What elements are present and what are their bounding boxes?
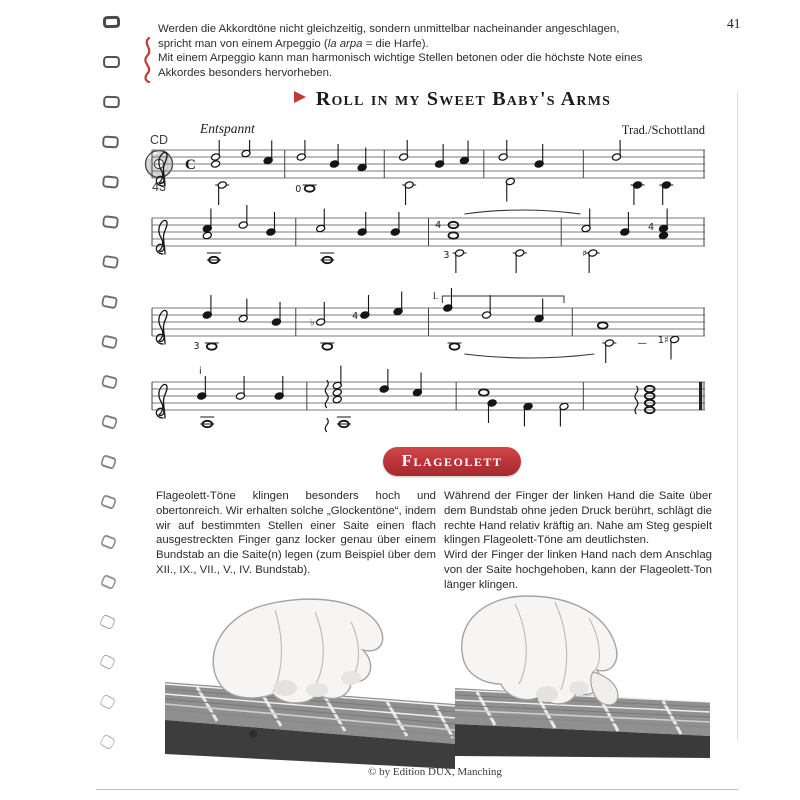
binding-ring: [101, 374, 118, 389]
svg-text:i: i: [199, 366, 202, 377]
hand-silhouette: [213, 599, 383, 703]
binding-ring: [99, 574, 116, 590]
svg-text:C: C: [185, 157, 196, 173]
cd-track-number: 43: [152, 180, 166, 194]
play-triangle-icon: [294, 91, 306, 103]
binding-ring: [101, 335, 118, 350]
intro-line: Werden die Akkordtöne nicht gleichzeitig, sondern unmittelbar nacheinander angeschlagen,: [158, 23, 620, 35]
binding-ring: [99, 734, 116, 751]
page-edge-right: [737, 92, 738, 740]
binding-ring: [101, 255, 118, 269]
binding-ring: [102, 215, 119, 229]
svg-text:3: 3: [193, 341, 200, 352]
binding-ring: [100, 414, 117, 430]
svg-text:I.: I.: [432, 292, 439, 302]
binding-ring: [102, 175, 119, 188]
svg-text:1♯: 1♯: [657, 335, 669, 346]
binding-ring: [103, 56, 120, 68]
svg-text:4: 4: [435, 220, 442, 231]
svg-text:♯: ♯: [582, 248, 587, 260]
page-number: 41: [727, 16, 741, 31]
binding-ring: [100, 454, 117, 470]
svg-text:0: 0: [295, 184, 302, 195]
svg-text:—: —: [637, 338, 648, 349]
svg-text:4: 4: [648, 222, 655, 233]
binding-ring: [103, 96, 120, 108]
flageolett-text-left: Flageolett-Töne klingen besonders hoch und obertonreich. Wir erhalten solche „Glockentöne“, indem wir auf bestimmten Stellen einer Saite einen flach ausgestreckten Finger ganz locker genau über einem Bundstab an die Saite(n) legen (zum Beispiel über dem XII., IX., VII., V., IV. Bundstab).: [156, 490, 436, 576]
left-hand-photo: [165, 592, 455, 770]
flageolett-text: [156, 489, 712, 593]
composer-credit: Trad./Schottland: [621, 123, 705, 137]
binding-ring: [101, 295, 118, 310]
binding-ring: [100, 534, 117, 550]
song-header: [175, 88, 730, 111]
binding-ring: [99, 614, 116, 630]
cd-label: CD: [149, 133, 169, 147]
song-title: Roll in my Sweet Baby's Arms: [315, 88, 612, 110]
binding-ring: [103, 16, 120, 29]
flageolett-text-right: [444, 489, 712, 593]
binding-ring: [102, 136, 119, 149]
music-notation: [140, 140, 720, 440]
page-edge-bottom: [96, 789, 738, 790]
copyright-footer: © by Edition DUX, Manching: [368, 766, 502, 778]
intro-line: Mit einem Arpeggio kann man harmonisch wichtige Stellen betonen oder die höchste Note eines: [158, 52, 643, 65]
intro-line: Akkordes besonders hervorheben.: [158, 66, 333, 79]
right-paragraph-2: Wird der Finger der linken Hand nach dem Anschlag von der Saite hochgehoben, kann der Flageolett-Ton länger klingen.: [444, 549, 712, 591]
binding-ring: [99, 654, 116, 671]
arpeggio-squiggle-icon: [140, 36, 156, 84]
right-hand-photo: [455, 588, 710, 760]
svg-text:3: 3: [443, 250, 450, 261]
intro-line: spricht man von einem Arpeggio (la arpa = die Harfe).: [158, 37, 429, 50]
svg-text:♭: ♭: [310, 317, 315, 329]
flageolett-badge: Flageolett: [383, 447, 521, 476]
binding-ring: [99, 694, 116, 711]
right-paragraph-1: Während der Finger der linken Hand die Saite über dem Bundstab ohne jeden Druck berührt, schlägt die rechte Hand relativ kräftig an. Nahe am Steg gespielt klingen Flageolett-Töne am deutlichsten.: [444, 490, 712, 547]
italian-term: la arpa: [327, 37, 363, 50]
svg-text:4: 4: [352, 311, 359, 322]
binding-ring: [100, 494, 117, 510]
tempo-marking: Entspannt: [200, 121, 255, 136]
intro-paragraph: [158, 22, 706, 80]
